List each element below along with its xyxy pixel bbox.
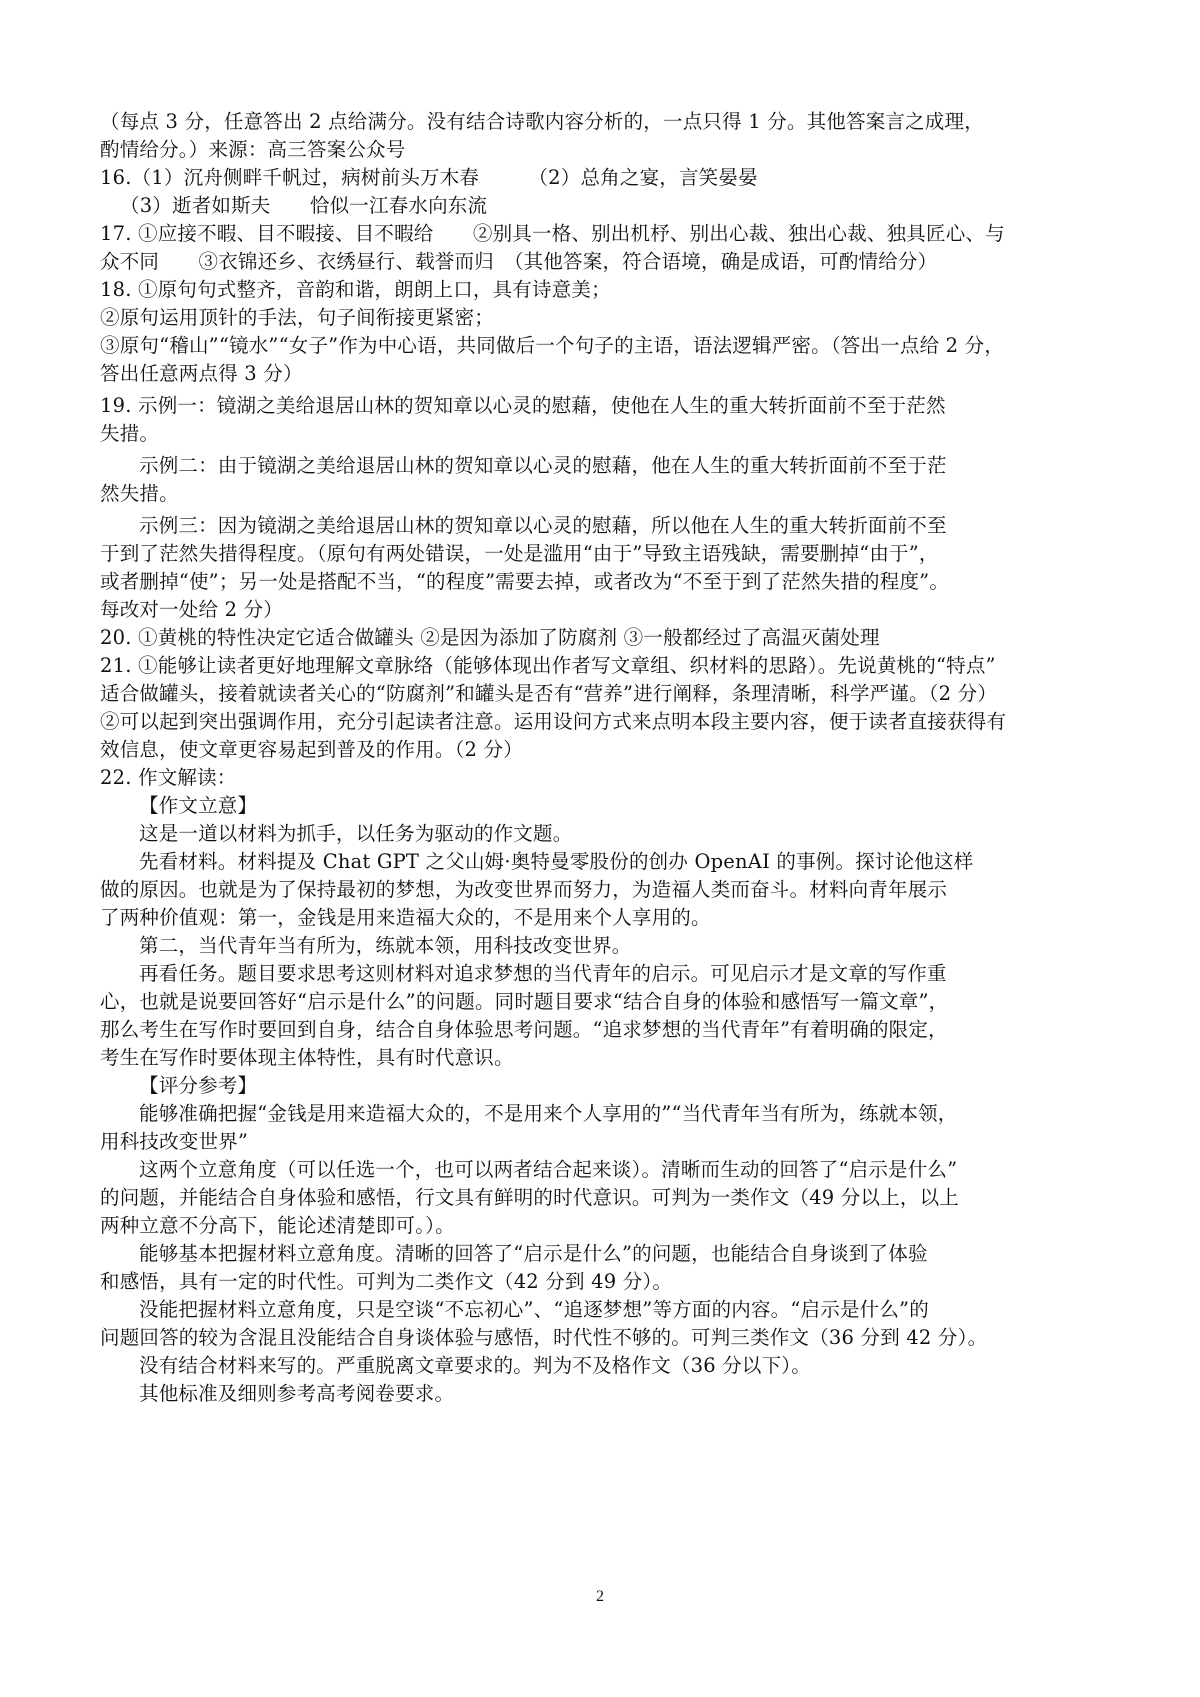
- text-line: 再看任务。题目要求思考这则材料对追求梦想的当代青年的启示。可见启示才是文章的写作重: [139, 962, 947, 985]
- text-line: 了两种价值观：第一，金钱是用来造福大众的，不是用来个人享用的。: [100, 906, 711, 929]
- answer-18-line: ③原句“稽山”“镜水”“女子”作为中心语，共同做后一个句子的主语，语法逻辑严密。（答出一点给 2 分，: [100, 334, 1005, 357]
- answer-19-line: 19. 示例一：镜湖之美给退居山林的贺知章以心灵的慰藉，使他在人生的重大转折面前不至于茫然: [100, 394, 946, 417]
- section-heading: 【作文立意】: [139, 794, 258, 817]
- answer-21-line: 21. ①能够让读者更好地理解文章脉络（能够体现出作者写文章组、织材料的思路）。先说黄桃的“特点”: [100, 654, 996, 677]
- answer-17-line: 众不同 ③衣锦还乡、衣绣昼行、载誉而归 （其他答案，符合语境，确是成语，可酌情给分）: [100, 250, 938, 273]
- text-line: 第二，当代青年当有所为，练就本领，用科技改变世界。: [139, 934, 632, 957]
- text-line: 和感悟，具有一定的时代性。可判为二类作文（42 分到 49 分）。: [100, 1270, 673, 1293]
- text-line: 没能把握材料立意角度，只是空谈“不忘初心”、“追逐梦想”等方面的内容。“启示是什么”的: [139, 1298, 929, 1321]
- text-line: 心，也就是说要回答好“启示是什么”的问题。同时题目要求“结合自身的体验和感悟写一篇文章”，: [100, 990, 949, 1013]
- section-heading: 【评分参考】: [139, 1074, 258, 1097]
- text-line: 这两个立意角度（可以任选一个，也可以两者结合起来谈）。清晰而生动的回答了“启示是什么”: [139, 1158, 958, 1181]
- answer-20-line: 20. ①黄桃的特性决定它适合做罐头 ②是因为添加了防腐剂 ③一般都经过了高温灭菌处理: [100, 626, 880, 649]
- answer-19-line: 示例三：因为镜湖之美给退居山林的贺知章以心灵的慰藉，所以他在人生的重大转折面前不至: [139, 514, 947, 537]
- text-line: 两种立意不分高下，能论述清楚即可。）。: [100, 1214, 455, 1237]
- answer-19-line: 示例二：由于镜湖之美给退居山林的贺知章以心灵的慰藉，他在人生的重大转折面前不至于茫: [139, 454, 947, 477]
- answer-21-line: 适合做罐头，接着就读者关心的“防腐剂”和罐头是否有“营养”进行阐释，条理清晰，科学严谨。（2 分）: [100, 682, 998, 705]
- answer-19-line: 或者删掉“使”；另一处是搭配不当，“的程度”需要去掉，或者改为“不至于到了茫然失措的程度”。: [100, 570, 950, 593]
- text-line: （每点 3 分，任意答出 2 点给满分。没有结合诗歌内容分析的，一点只得 1 分。其他答案言之成理，: [100, 110, 984, 133]
- text-line: 的问题，并能结合自身体验和感悟，行文具有鲜明的时代意识。可判为一类作文（49 分以上，以上: [100, 1186, 960, 1209]
- text-line: 问题回答的较为含混且没能结合自身谈体验与感悟，时代性不够的。可判三类作文（36 分到 42 分）。: [100, 1326, 988, 1349]
- answer-17-line: 17. ①应接不暇、目不暇接、目不暇给 ②别具一格、别出机杼、别出心裁、独出心裁、独具匠心、与: [100, 222, 1005, 245]
- text-line: 能够基本把握材料立意角度。清晰的回答了“启示是什么”的问题，也能结合自身谈到了体验: [139, 1242, 928, 1265]
- answer-19-line: 然失措。: [100, 482, 179, 505]
- text-line: 酌情给分。）来源：高三答案公众号: [100, 138, 406, 161]
- answer-19-line: 于到了茫然失措得程度。（原句有两处错误，一处是滥用“由于”导致主语残缺，需要删掉“由于”，: [100, 542, 939, 565]
- answer-16-line: （3）逝者如斯夫 恰似一江春水向东流: [120, 194, 488, 217]
- text-line: 没有结合材料来写的。严重脱离文章要求的。判为不及格作文（36 分以下）。: [139, 1354, 811, 1377]
- answer-18-line: 答出任意两点得 3 分）: [100, 362, 303, 385]
- answer-21-line: ②可以起到突出强调作用，充分引起读者注意。运用设问方式来点明本段主要内容，便于读者直接获得有: [100, 710, 1007, 733]
- text-line: 用科技改变世界”: [100, 1130, 249, 1153]
- answer-21-line: 效信息，使文章更容易起到普及的作用。（2 分）: [100, 738, 523, 761]
- text-line: 这是一道以材料为抓手，以任务为驱动的作文题。: [139, 822, 573, 845]
- text-line: 那么考生在写作时要回到自身，结合自身体验思考问题。“追求梦想的当代青年”有着明确的限定，: [100, 1018, 948, 1041]
- answer-22-heading: 22. 作文解读：: [100, 766, 237, 789]
- answer-18-line: 18. ①原句句式整齐，音韵和谐，朗朗上口，具有诗意美；: [100, 278, 611, 301]
- text-line: 做的原因。也就是为了保持最初的梦想，为改变世界而努力，为造福人类而奋斗。材料向青年展示: [100, 878, 948, 901]
- text-line: 考生在写作时要体现主体特性，具有时代意识。: [100, 1046, 514, 1069]
- answer-16-line: 16.（1）沉舟侧畔千帆过，病树前头万木春 （2）总角之宴，言笑晏晏: [100, 166, 758, 189]
- answer-18-line: ②原句运用顶针的手法，句子间衔接更紧密；: [100, 306, 495, 329]
- answer-19-line: 每改对一处给 2 分）: [100, 598, 284, 621]
- text-line: 先看材料。材料提及 Chat GPT 之父山姆·奥特曼零股份的创办 OpenAI 的事例。探讨论他这样: [139, 850, 974, 873]
- answer-19-line: 失措。: [100, 422, 160, 445]
- text-line: 其他标准及细则参考高考阅卷要求。: [139, 1382, 455, 1405]
- answer-text-block: [100, 108, 1100, 1408]
- page-number: 2: [596, 1588, 604, 1605]
- text-line: 能够准确把握“金钱是用来造福大众的，不是用来个人享用的”“当代青年当有所为，练就本领，: [139, 1102, 958, 1125]
